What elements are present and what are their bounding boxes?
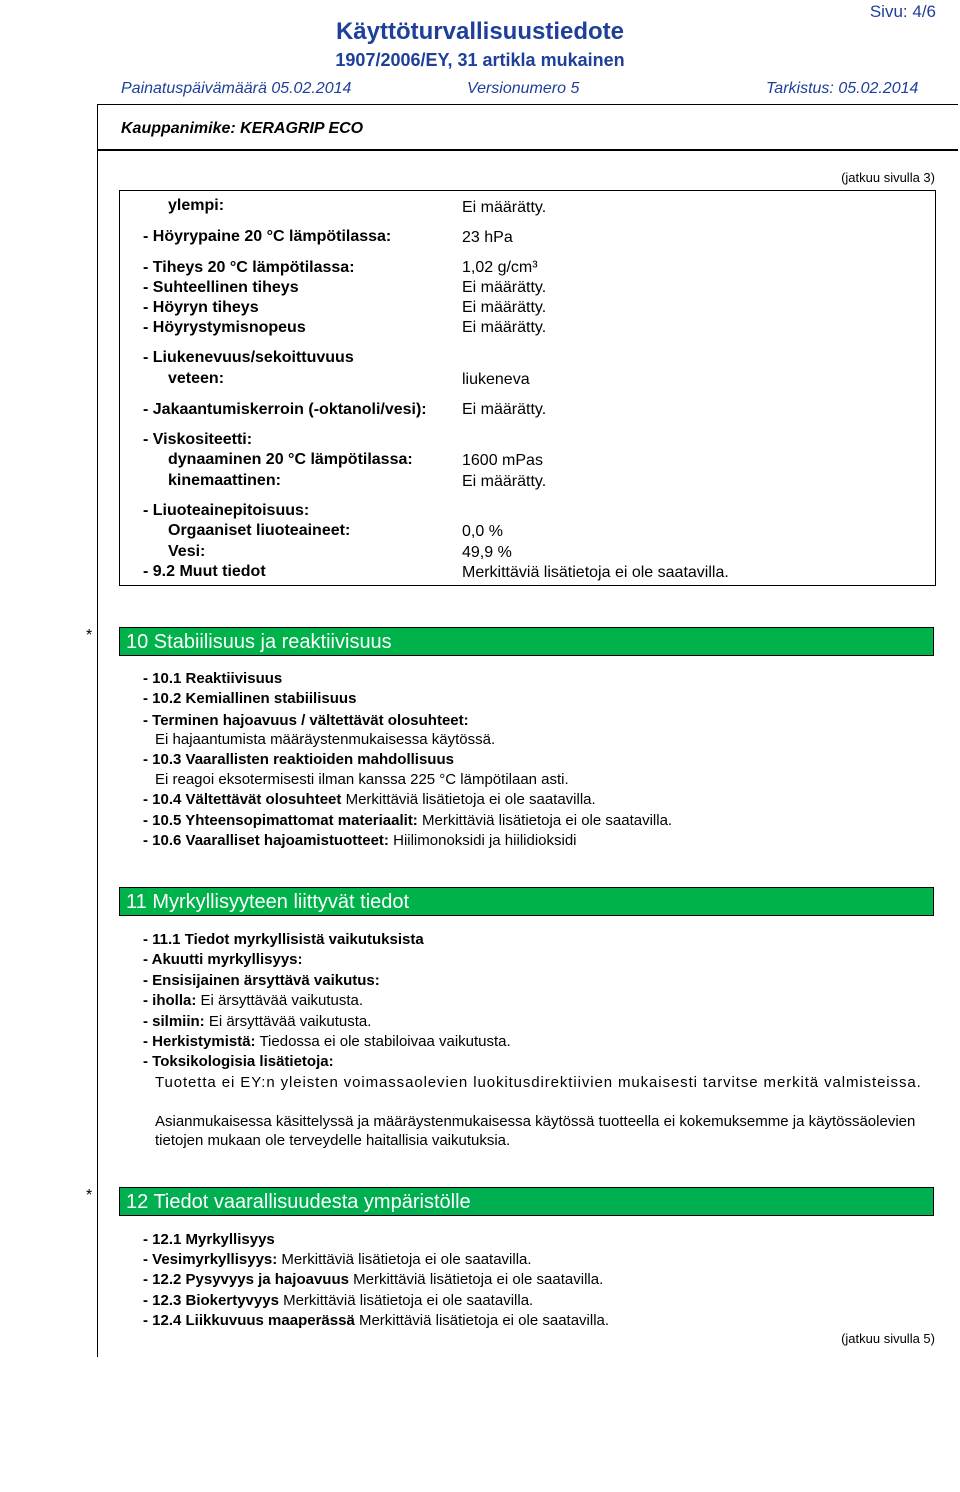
s10-vaaralliset-reaktiot: - 10.3 Vaarallisten reaktioiden mahdollisuus	[143, 751, 454, 768]
s10-yhteensopimattomat-label: - 10.5 Yhteensopimattomat materiaalit:	[143, 812, 418, 829]
section-12-heading: 12 Tiedot vaarallisuudesta ympäristölle	[119, 1187, 934, 1216]
value-liukenevuus: liukeneva	[462, 371, 530, 388]
label-tiheys: - Tiheys 20 °C lämpötilassa:	[143, 259, 355, 276]
s11-iholla-label: - iholla:	[143, 992, 197, 1009]
value-ylempi: Ei määrätty.	[462, 199, 547, 216]
s11-toksikologisia: - Toksikologisia lisätietoja:	[143, 1053, 334, 1070]
s12-biokertyvyys	[143, 1292, 533, 1310]
s12-biokertyvyys-value: Merkittäviä lisätietoja ei ole saatavilla.	[278, 1292, 534, 1309]
s10-valtettavat-olosuhteet	[143, 791, 596, 809]
revision-mark: *	[86, 627, 93, 644]
s11-herkistymista-label: - Herkistymistä:	[143, 1033, 256, 1050]
s12-vesimyrkyllisyys-value: Merkittäviä lisätietoja ei ole saatavilla.	[277, 1251, 532, 1268]
value-vesi: 49,9 %	[462, 544, 512, 561]
s11-tiedot: - 11.1 Tiedot myrkyllisistä vaikutuksista	[143, 931, 424, 948]
s12-liikkuvuus	[143, 1312, 609, 1330]
s11-akuutti: - Akuutti myrkyllisyys:	[143, 951, 303, 968]
label-veteen: veteen:	[168, 370, 225, 387]
s10-valtettavat-olosuhteet-value: Merkittäviä lisätietoja ei ole saatavilla.	[341, 791, 596, 808]
label-ylempi: ylempi:	[168, 197, 225, 214]
s12-liikkuvuus-label: - 12.4 Liikkuvuus maaperässä	[143, 1312, 355, 1329]
value-muut-tiedot: Merkittäviä lisätietoja ei ole saatavilla.	[462, 564, 729, 581]
label-kinemaattinen: kinemaattinen:	[168, 472, 281, 489]
label-liuoteainepitoisuus: - Liuoteainepitoisuus:	[143, 502, 310, 519]
s10-reaktiivisuus: - 10.1 Reaktiivisuus	[143, 670, 283, 687]
s12-vesimyrkyllisyys-label: - Vesimyrkyllisyys:	[143, 1251, 278, 1268]
label-suhteellinen-tiheys: - Suhteellinen tiheys	[143, 279, 299, 296]
value-kinemaattinen: Ei määrätty.	[462, 473, 547, 490]
s10-vaaralliset-reaktiot-value: Ei reagoi eksotermisesti ilman kanssa 225 °C lämpötilaan asti.	[155, 771, 569, 788]
page-number: Sivu: 4/6	[869, 2, 936, 21]
value-dynaaminen: 1600 mPas	[462, 452, 543, 469]
value-hoyryn-tiheys: Ei määrätty.	[462, 299, 547, 316]
value-jakaantumiskerroin: Ei määrätty.	[462, 401, 547, 418]
s10-stabiilisuus: - 10.2 Kemiallinen stabiilisuus	[143, 690, 357, 707]
s11-silmiin-value: Ei ärsyttävää vaikutusta.	[204, 1013, 372, 1030]
s11-arsyttava: - Ensisijainen ärsyttävä vaikutus:	[143, 972, 380, 989]
s11-silmiin	[143, 1013, 371, 1031]
version-number: Versionumero 5	[467, 80, 580, 97]
print-date: Painatuspäivämäärä 05.02.2014	[121, 80, 352, 97]
revision-mark-12: *	[86, 1187, 93, 1204]
s10-hajoamistuotteet	[143, 832, 577, 850]
s11-paragraph-1: Tuotetta ei EY:n yleisten voimassaolevien luokitusdirektiivien mukaisesti tarvitse merkitä valmisteissa.	[155, 1074, 922, 1091]
section-10-heading: 10 Stabiilisuus ja reaktiivisuus	[119, 627, 934, 656]
document-subtitle: 1907/2006/EY, 31 artikla mukainen	[335, 50, 625, 70]
label-hoyryn-tiheys: - Höyryn tiheys	[143, 299, 259, 316]
s11-iholla	[143, 992, 363, 1010]
s12-pysyvyys-label: - 12.2 Pysyvyys ja hajoavuus	[143, 1271, 349, 1288]
s10-hajoamistuotteet-label: - 10.6 Vaaralliset hajoamistuotteet:	[143, 832, 389, 849]
s11-herkistymista-value: Tiedossa ei ole stabiloivaa vaikutusta.	[255, 1033, 511, 1050]
value-orgaaniset: 0,0 %	[462, 523, 503, 540]
section-11-heading: 11 Myrkyllisyyteen liittyvät tiedot	[119, 887, 934, 916]
s12-myrkyllisyys: - 12.1 Myrkyllisyys	[143, 1231, 275, 1248]
s12-pysyvyys	[143, 1271, 603, 1289]
continued-from: (jatkuu sivulla 3)	[841, 170, 935, 185]
s10-terminen-hajoavuus: - Terminen hajoavuus / vältettävät olosuhteet:	[143, 712, 469, 729]
label-orgaaniset: Orgaaniset liuoteaineet:	[168, 522, 351, 539]
s12-pysyvyys-value: Merkittäviä lisätietoja ei ole saatavilla.	[348, 1271, 604, 1288]
s10-yhteensopimattomat	[143, 812, 672, 830]
label-jakaantumiskerroin: - Jakaantumiskerroin (-oktanoli/vesi):	[143, 401, 427, 418]
s12-biokertyvyys-label: - 12.3 Biokertyvyys	[143, 1292, 279, 1309]
label-hoyrypaine: - Höyrypaine 20 °C lämpötilassa:	[143, 228, 392, 245]
label-liukenevuus: - Liukenevuus/sekoittuvuus	[143, 349, 354, 366]
header-frame	[97, 104, 958, 150]
label-muut-tiedot: - 9.2 Muut tiedot	[143, 563, 266, 580]
s10-yhteensopimattomat-value: Merkittäviä lisätietoja ei ole saatavilla.	[417, 812, 673, 829]
s11-iholla-value: Ei ärsyttävää vaikutusta.	[196, 992, 364, 1009]
label-dynaaminen: dynaaminen 20 °C lämpötilassa:	[168, 451, 413, 468]
label-hoyrystymisnopeus: - Höyrystymisnopeus	[143, 319, 306, 336]
value-tiheys: 1,02 g/cm³	[462, 259, 538, 276]
label-viskositeetti: - Viskositeetti:	[143, 431, 253, 448]
revision-date: Tarkistus: 05.02.2014	[766, 80, 919, 97]
value-hoyrypaine: 23 hPa	[462, 229, 513, 246]
s10-terminen-hajoavuus-value: Ei hajaantumista määräystenmukaisessa käytössä.	[155, 731, 496, 748]
s10-hajoamistuotteet-value: Hiilimonoksidi ja hiilidioksidi	[388, 832, 577, 849]
s11-herkistymista	[143, 1033, 511, 1051]
document-title: Käyttöturvallisuustiedote	[335, 18, 625, 45]
s12-liikkuvuus-value: Merkittäviä lisätietoja ei ole saatavilla.	[354, 1312, 610, 1329]
label-vesi: Vesi:	[168, 543, 206, 560]
value-suhteellinen-tiheys: Ei määrätty.	[462, 279, 547, 296]
product-name: Kauppanimike: KERAGRIP ECO	[121, 120, 364, 137]
s10-valtettavat-olosuhteet-label: - 10.4 Vältettävät olosuhteet	[143, 791, 342, 808]
s11-silmiin-label: - silmiin:	[143, 1013, 205, 1030]
s12-vesimyrkyllisyys	[143, 1251, 532, 1269]
value-hoyrystymisnopeus: Ei määrätty.	[462, 319, 547, 336]
continued-to: (jatkuu sivulla 5)	[841, 1331, 935, 1346]
s11-paragraph-2: Asianmukaisessa käsittelyssä ja määräystenmukaisessa käytössä tuotteella ei kokemuksemme ja käytössäolevien tietojen mukaan ole terveydelle haitallisia vaikutuksia.	[155, 1113, 916, 1149]
